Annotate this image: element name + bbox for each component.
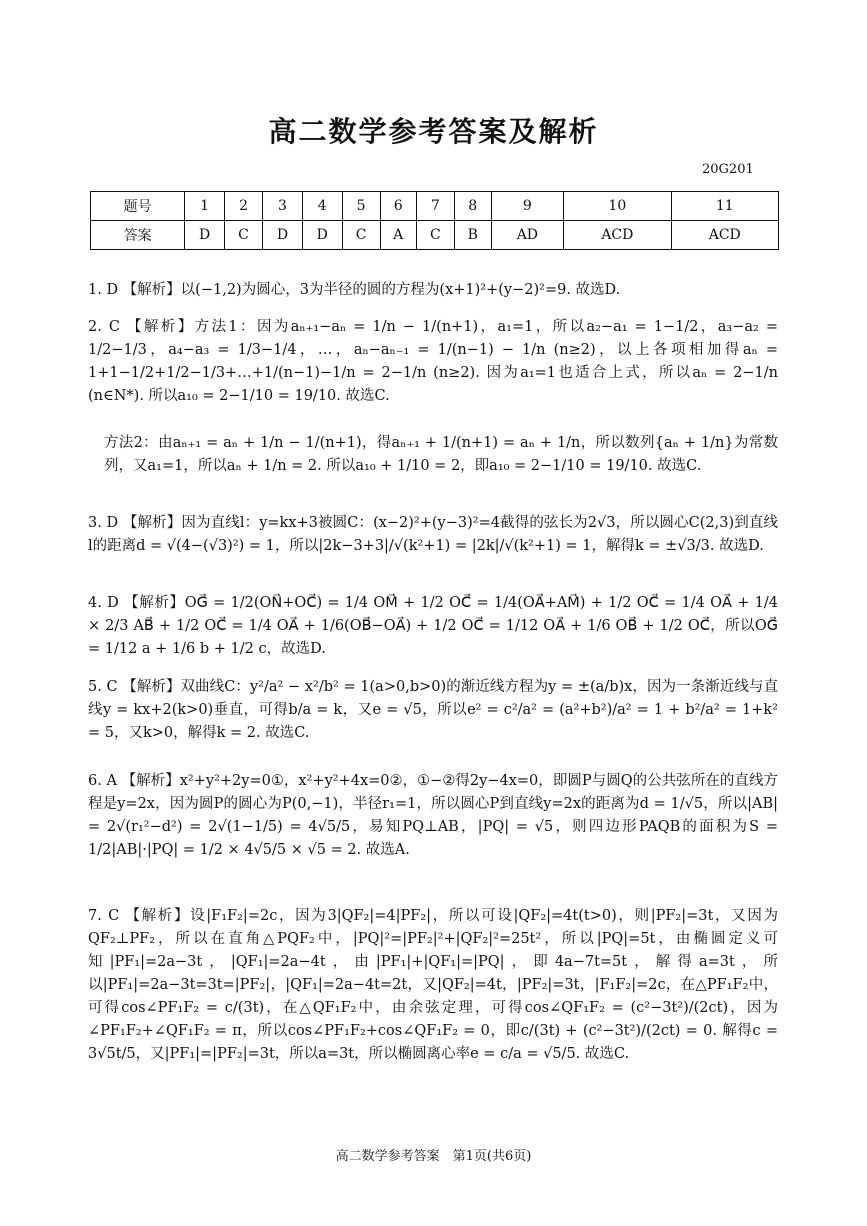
cell-answer: C — [224, 221, 262, 250]
solution-7: 7. C 【解析】设|F₁F₂|=2c，因为3|QF₂|=4|PF₂|，所以可设|QF₂|=4t(t>0)，则|PF₂|=3t，又因为QF₂⊥PF₂，所以在直角△PQF₂中，|PQ|²=|PF₂|²+|QF₂|²=25t²，所以|PQ|=5t，由椭圆定义可知|PF₁|=2a−3t，|QF₁|=2a−4t，由|PF₁|+|QF₁|=|PQ|，即4a−7t=5t，解得a=3t，所以|PF₁|=2a−3t=3t=|PF₂|，|QF₁|=2a−4t=2t，又|QF₂|=4t，|PF₂|=3t，|F₁F₂|=2c，在△PF₁F₂中，可得cos∠PF₁F₂ = c/(3t)，在△QF₁F₂中，由余弦定理，可得cos∠QF₁F₂ = (c²−3t²)/(2ct)，因为∠PF₁F₂+∠QF₁F₂ = π，所以cos∠PF₁F₂+cos∠QF₁F₂ = 0，即c/(3t) + (c²−3t²)/(2ct) = 0. 解得c = 3√5t/5，又|PF₁|=|PF₂|=3t，所以a=3t，所以椭圆离心率e = c/a = √5/5. 故选C. — [88, 908, 778, 1062]
document-code: 20G201 — [702, 162, 754, 177]
cell-number: 11 — [671, 192, 778, 221]
cell-number: 9 — [491, 192, 564, 221]
solution-5: 5. C 【解析】双曲线C：y²/a² − x²/b² = 1(a>0,b>0)的渐近线方程为y = ±(a/b)x，因为一条渐近线与直线y = kx+2(k>0)垂直，可得b/a = k，又e = √5，所以e² = c²/a² = (a²+b²)/a² = 1 + b²/a² = 1+k² = 5，又k>0，解得k = 2. 故选C. — [88, 679, 778, 741]
solution-1: 1. D 【解析】以(−1,2)为圆心，3为半径的圆的方程为(x+1)²+(y−2)²=9. 故选D. — [88, 282, 621, 298]
cell-answer: ACD — [564, 221, 671, 250]
cell-number: 7 — [416, 192, 454, 221]
solution-4: 4. D 【解析】OG⃗ = 1/2(ON⃗+OC⃗) = 1/4 OM⃗ + 1/2 OC⃗ = 1/4(OA⃗+AM⃗) + 1/2 OC⃗ = 1/4 OA⃗ + 1/4 × 2/3 AB⃗ + 1/2 OC⃗ = 1/4 OA⃗ + 1/6(OB⃗−OA⃗) + 1/2 OC⃗ = 1/12 OA⃗ + 1/6 OB⃗ + 1/2 OC⃗，所以OG⃗ = 1/12 a + 1/6 b + 1/2 c，故选D. — [88, 595, 778, 657]
cell-number: 6 — [380, 192, 416, 221]
cell-number: 2 — [224, 192, 262, 221]
cell-number: 3 — [263, 192, 303, 221]
cell-number: 10 — [564, 192, 671, 221]
page-title: 高二数学参考答案及解析 — [268, 115, 599, 148]
cell-answer: A — [380, 221, 416, 250]
solution-2-method-2: 方法2：由aₙ₊₁ = aₙ + 1/n − 1/(n+1)，得aₙ₊₁ + 1/(n+1) = aₙ + 1/n，所以数列{aₙ + 1/n}为常数列，又a₁=1，所以aₙ + 1/n = 2. 所以a₁₀ + 1/10 = 2，即a₁₀ = 2−1/10 = 19/10. 故选C. — [104, 435, 778, 474]
solution-6: 6. A 【解析】x²+y²+2y=0①，x²+y²+4x=0②，①−②得2y−4x=0，即圆P与圆Q的公共弦所在的直线方程是y=2x，因为圆P的圆心为P(0,−1)，半径r₁=1，所以圆心P到直线y=2x的距离为d = 1/√5，所以|AB| = 2√(r₁²−d²) = 2√(1−1/5) = 4√5/5，易知PQ⊥AB，|PQ| = √5，则四边形PAQB的面积为S = 1/2|AB|·|PQ| = 1/2 × 4√5/5 × √5 = 2. 故选A. — [88, 773, 778, 858]
cell-answer: D — [185, 221, 225, 250]
cell-number: 8 — [454, 192, 491, 221]
page-footer: 高二数学参考答案 第1页(共6页) — [335, 1149, 532, 1164]
row-label-answer: 答案 — [91, 221, 185, 250]
cell-number: 5 — [342, 192, 380, 221]
cell-answer: B — [454, 221, 491, 250]
cell-answer: ACD — [671, 221, 778, 250]
table-row-answers — [91, 221, 779, 250]
solution-3: 3. D 【解析】因为直线l：y=kx+3被圆C：(x−2)²+(y−3)²=4截得的弦长为2√3，所以圆心C(2,3)到直线l的距离d = √(4−(√3)²) = 1，所以|2k−3+3|/√(k²+1) = |2k|/√(k²+1) = 1，解得k = ±√3/3. 故选D. — [88, 515, 778, 554]
table-row-numbers — [91, 192, 779, 221]
cell-answer: D — [302, 221, 342, 250]
cell-answer: D — [263, 221, 303, 250]
answer-table — [90, 191, 779, 250]
row-label-number: 题号 — [91, 192, 185, 221]
cell-answer: C — [416, 221, 454, 250]
cell-number: 1 — [185, 192, 225, 221]
cell-number: 4 — [302, 192, 342, 221]
cell-answer: AD — [491, 221, 564, 250]
cell-answer: C — [342, 221, 380, 250]
solution-2-method-1: 2. C 【解析】方法1：因为aₙ₊₁−aₙ = 1/n − 1/(n+1)，a₁=1，所以a₂−a₁ = 1−1/2，a₃−a₂ = 1/2−1/3，a₄−a₃ = 1/3−1/4，…，aₙ−aₙ₋₁ = 1/(n−1) − 1/n (n≥2)，以上各项相加得aₙ = 1+1−1/2+1/2−1/3+…+1/(n−1)−1/n = 2−1/n (n≥2). 因为a₁=1也适合上式，所以aₙ = 2−1/n (n∈N*). 所以a₁₀ = 2−1/10 = 19/10. 故选C. — [88, 319, 778, 404]
